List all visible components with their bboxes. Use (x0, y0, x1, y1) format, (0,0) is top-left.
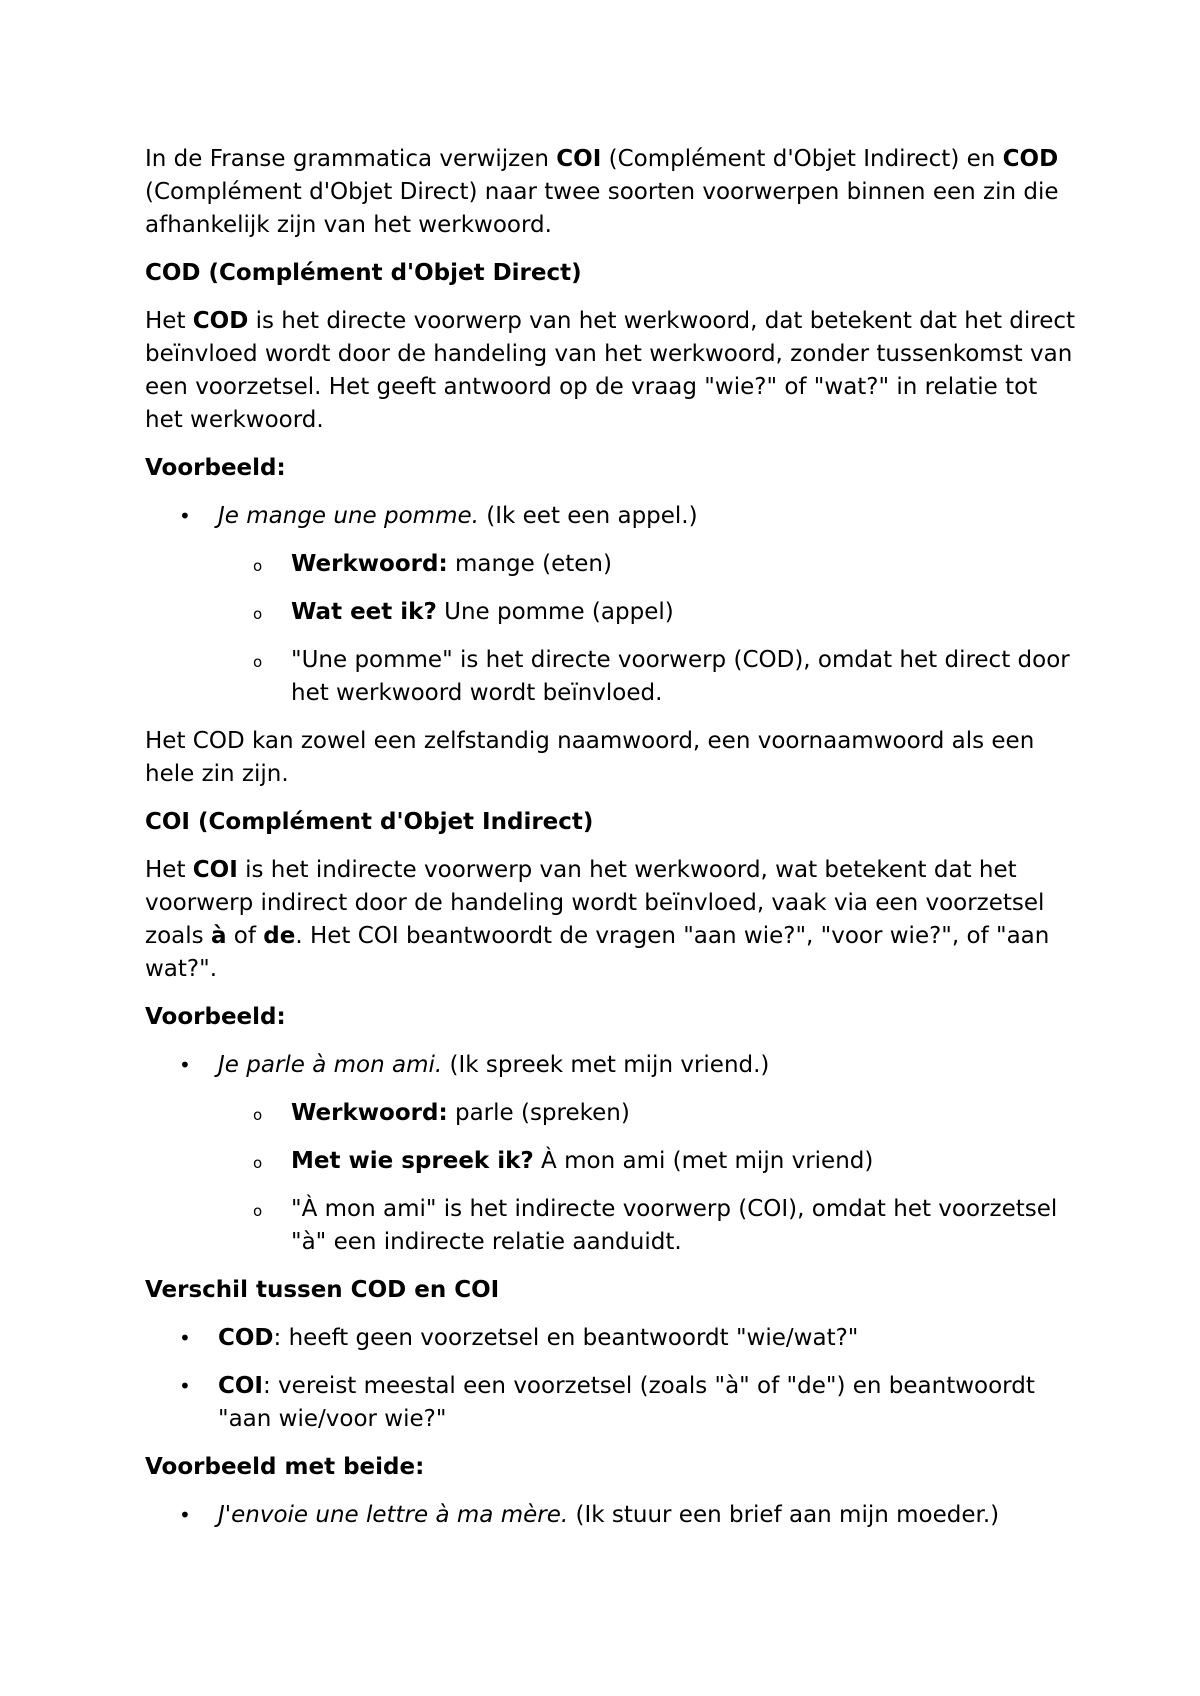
list-item: • COI: vereist meestal een voorzetsel (zoals "à" of "de") en beantwoordt "aan wie/voor wie?" (145, 1370, 1080, 1436)
difference-list (145, 1322, 1080, 1436)
difference-heading: Verschil tussen COD en COI (145, 1277, 500, 1303)
list-item: • Je parle à mon ami. (Ik spreek met mijn vriend.) o Werkwoord: parle (spreken) o Met wie spreek ik? À mon ami (met mijn vriend) o "À mon ami" is het indirecte voorwerp (COI), omdat het voorzetsel "à" een indirecte relatie aanduidt. (145, 1049, 1080, 1259)
coi-heading: COI (Complément d'Objet Indirect) (145, 809, 594, 835)
bullet-icon: • (179, 1053, 191, 1077)
coi-paragraph: Het COI is het indirecte voorwerp van het werkwoord, wat betekent dat het voorwerp indirect door de handeling wordt beïnvloed, vaak via een voorzetsel zoals à of de. Het COI beantwoordt de vragen "aan wie?", "voor wie?", of "aan wat?". (145, 857, 1050, 982)
list-item: o "À mon ami" is het indirecte voorwerp (COI), omdat het voorzetsel "à" een indirecte relatie aanduidt. (253, 1196, 1058, 1255)
bullet-icon: • (179, 1326, 191, 1350)
list-item: o Met wie spreek ik? À mon ami (met mijn vriend) (145, 1145, 1080, 1178)
bullet-icon: • (179, 1503, 191, 1527)
cod-example-sublist (218, 548, 1080, 710)
circle-bullet-icon: o (253, 1106, 263, 1124)
list-item: o Werkwoord: parle (spreken) (145, 1097, 1080, 1130)
cod-heading: COD (Complément d'Objet Direct) (145, 260, 582, 286)
bullet-icon: • (179, 504, 191, 528)
circle-bullet-icon: o (253, 653, 263, 671)
list-item: o Wat eet ik? Une pomme (appel) (145, 596, 1080, 629)
circle-bullet-icon: o (253, 1154, 263, 1172)
intro-paragraph: In de Franse grammatica verwijzen COI (Complément d'Objet Indirect) en COD (Complément d'Objet Direct) naar twee soorten voorwerpen binnen een zin die afhankelijk zijn van het werkwoord. (145, 146, 1059, 238)
circle-bullet-icon: o (253, 557, 263, 575)
cod-example-label: Voorbeeld: (145, 455, 286, 481)
circle-bullet-icon: o (253, 1202, 263, 1220)
cod-paragraph: Het COD is het directe voorwerp van het werkwoord, dat betekent dat het direct beïnvloed wordt door de handeling van het werkwoord, zonder tussenkomst van een voorzetsel. Het geeft antwoord op de vraag "wie?" of "wat?" in relatie tot het werkwoord. (145, 308, 1076, 433)
cod-after-paragraph: Het COD kan zowel een zelfstandig naamwoord, een voornaamwoord als een hele zin zijn. (145, 728, 1035, 787)
both-example-list (145, 1499, 1080, 1532)
cod-example-list (145, 500, 1080, 710)
bullet-icon: • (179, 1374, 191, 1398)
list-item: o Werkwoord: mange (eten) (145, 548, 1080, 581)
list-item: o "Une pomme" is het directe voorwerp (COD), omdat het direct door het werkwoord wordt beïnvloed. (253, 647, 1070, 706)
coi-example-list (145, 1049, 1080, 1259)
list-item: • J'envoie une lettre à ma mère. (Ik stuur een brief aan mijn moeder.) (145, 1499, 1080, 1532)
list-item: • COD: heeft geen voorzetsel en beantwoordt "wie/wat?" (145, 1322, 1080, 1355)
list-item: • Je mange une pomme. (Ik eet een appel.) o Werkwoord: mange (eten) o Wat eet ik? Une pomme (appel) o "Une pomme" is het directe voorwerp (COD), omdat het direct door het werkwoord wordt beïnvloed. (145, 500, 1080, 710)
both-example-heading: Voorbeeld met beide: (145, 1454, 425, 1480)
coi-example-sublist (218, 1097, 1080, 1259)
coi-example-label: Voorbeeld: (145, 1004, 286, 1030)
circle-bullet-icon: o (253, 605, 263, 623)
